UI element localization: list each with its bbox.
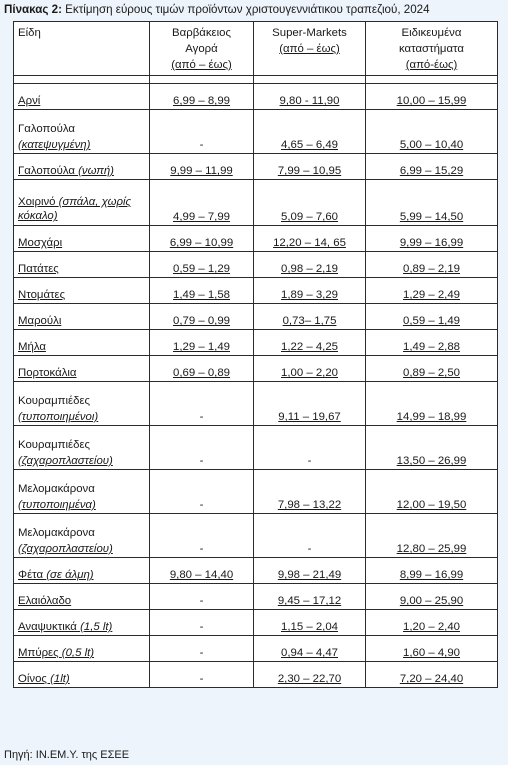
header-supermarkets-line1: Super-Markets xyxy=(272,27,347,39)
row-item-cell xyxy=(14,382,150,426)
price-range: 9,99 – 11,99 xyxy=(170,165,233,177)
row-item-note: (σπάλα, χωρίς κόκαλο) xyxy=(18,196,132,222)
price-cell xyxy=(366,356,498,382)
row-item-cell xyxy=(14,278,150,304)
price-cell xyxy=(150,636,254,662)
row-item-name: Φέτα xyxy=(18,569,47,581)
price-cell xyxy=(366,304,498,330)
price-cell xyxy=(150,662,254,688)
price-range: 9,99 – 16,99 xyxy=(399,237,464,249)
row-item-note: (κατεψυγμένη) xyxy=(18,139,91,151)
price-range: - xyxy=(199,595,204,607)
price-cell xyxy=(254,426,366,470)
price-cell xyxy=(366,426,498,470)
row-item-cell xyxy=(14,154,150,180)
price-cell xyxy=(150,330,254,356)
price-range: 12,00 – 19,50 xyxy=(396,499,467,511)
table-row xyxy=(14,356,498,382)
price-cell xyxy=(366,252,498,278)
price-cell xyxy=(254,110,366,154)
price-cell xyxy=(254,356,366,382)
price-cell xyxy=(254,610,366,636)
price-cell xyxy=(150,584,254,610)
price-range: 7,20 – 24,40 xyxy=(399,673,464,685)
price-range: 4,99 – 7,99 xyxy=(172,211,230,223)
price-range: - xyxy=(199,543,204,555)
price-cell xyxy=(366,514,498,558)
price-range: 1,29 – 2,49 xyxy=(402,289,460,301)
row-item-cell xyxy=(14,110,150,154)
table-row xyxy=(14,514,498,558)
price-range: 0,69 – 0,89 xyxy=(172,367,230,379)
price-range: 7,99 – 10,95 xyxy=(277,165,342,177)
price-range: 1,22 – 4,25 xyxy=(280,341,338,353)
price-range: 1,60 – 4,90 xyxy=(402,647,460,659)
row-item-cell xyxy=(14,426,150,470)
price-range: 9,80 - 11,90 xyxy=(279,95,340,107)
price-cell xyxy=(150,610,254,636)
price-range: - xyxy=(199,139,204,151)
row-item-cell xyxy=(14,330,150,356)
price-range: 9,45 – 17,12 xyxy=(277,595,342,607)
price-cell xyxy=(150,110,254,154)
price-range: 7,98 – 13,22 xyxy=(277,499,342,511)
row-item-cell xyxy=(14,304,150,330)
header-specialized-line3: (από-έως) xyxy=(405,59,458,71)
price-cell xyxy=(150,278,254,304)
row-item-name: Μπύρες xyxy=(18,647,62,659)
header-item: Είδη xyxy=(14,22,150,76)
table-row xyxy=(14,382,498,426)
price-cell xyxy=(254,180,366,226)
price-range: 9,00 – 25,90 xyxy=(399,595,464,607)
price-cell xyxy=(254,558,366,584)
price-cell xyxy=(150,84,254,110)
row-item-cell xyxy=(14,470,150,514)
table-row xyxy=(14,558,498,584)
row-item-note: (σε άλμη) xyxy=(46,569,94,581)
price-cell xyxy=(254,584,366,610)
price-cell xyxy=(254,330,366,356)
table-row xyxy=(14,110,498,154)
price-cell xyxy=(366,636,498,662)
row-item-note: (1lt) xyxy=(50,673,70,685)
price-cell xyxy=(254,514,366,558)
price-cell xyxy=(366,180,498,226)
price-cell xyxy=(366,226,498,252)
row-item-cell xyxy=(14,180,150,226)
price-cell xyxy=(366,382,498,426)
row-item-name: Γαλοπούλα xyxy=(18,165,79,177)
row-item-cell xyxy=(14,584,150,610)
header-row xyxy=(14,22,498,76)
price-cell xyxy=(366,84,498,110)
price-range: 6,99 – 8,99 xyxy=(172,95,230,107)
row-item-name: Μαρούλι xyxy=(18,315,62,327)
price-cell xyxy=(254,84,366,110)
price-cell xyxy=(254,278,366,304)
row-item-note: (ζαχαροπλαστείου) xyxy=(18,455,113,467)
row-item-name: Πατάτες xyxy=(18,263,59,275)
price-range: - xyxy=(307,455,312,467)
price-range: 1,15 – 2,04 xyxy=(280,621,338,633)
price-range: 2,30 – 22,70 xyxy=(277,673,342,685)
price-cell xyxy=(150,426,254,470)
table-row xyxy=(14,304,498,330)
row-item-note: (νωπή) xyxy=(78,165,114,177)
row-item-note: (1,5 lt) xyxy=(80,621,113,633)
price-cell xyxy=(150,304,254,330)
price-range: 1,89 – 3,29 xyxy=(280,289,338,301)
header-varvakeios xyxy=(150,22,254,76)
row-item-note: (0,5 lt) xyxy=(61,647,95,659)
price-range: 0,94 – 4,47 xyxy=(280,647,338,659)
price-cell xyxy=(254,304,366,330)
row-item-cell xyxy=(14,558,150,584)
price-range: 1,20 – 2,40 xyxy=(402,621,460,633)
row-item-cell xyxy=(14,84,150,110)
price-cell xyxy=(366,470,498,514)
price-range: 13,50 – 26,99 xyxy=(396,455,467,467)
header-specialized-line1: Ειδικευμένα xyxy=(401,27,462,39)
price-cell xyxy=(366,278,498,304)
price-cell xyxy=(254,382,366,426)
price-cell xyxy=(150,382,254,426)
caption-label: Πίνακας 2: xyxy=(4,3,62,16)
price-range: 0,89 – 2,19 xyxy=(402,263,460,275)
price-range: 8,99 – 16,99 xyxy=(399,569,464,581)
price-range: 6,99 – 10,99 xyxy=(169,237,234,249)
price-range: 10,00 – 15,99 xyxy=(396,95,467,107)
price-cell xyxy=(150,470,254,514)
price-cell xyxy=(150,180,254,226)
header-supermarkets-line2: (από – έως) xyxy=(279,43,340,55)
price-range: 4,65 – 6,49 xyxy=(280,139,338,151)
price-cell xyxy=(366,110,498,154)
row-item-name: Αρνί xyxy=(18,95,41,107)
table-row xyxy=(14,470,498,514)
row-item-name: Γαλοπούλα xyxy=(18,123,75,135)
header-specialized xyxy=(366,22,498,76)
header-varvakeios-line1: Βαρβάκειος xyxy=(172,27,231,39)
row-item-name: Μελομακάρονα xyxy=(18,483,95,495)
price-cell xyxy=(254,252,366,278)
row-item-cell xyxy=(14,252,150,278)
row-item-cell xyxy=(14,514,150,558)
table-row xyxy=(14,278,498,304)
table-row xyxy=(14,636,498,662)
price-cell xyxy=(254,226,366,252)
price-range: 1,00 – 2,20 xyxy=(280,367,338,379)
table-row xyxy=(14,226,498,252)
price-cell xyxy=(150,226,254,252)
price-range: 12,20 – 14, 65 xyxy=(273,237,346,249)
table-row xyxy=(14,84,498,110)
price-cell xyxy=(254,470,366,514)
table-caption xyxy=(4,2,508,18)
price-cell xyxy=(366,662,498,688)
price-range: - xyxy=(199,621,204,633)
price-range: 0,98 – 2,19 xyxy=(280,263,338,275)
row-item-name: Μελομακάρονα xyxy=(18,527,95,539)
price-range: 5,00 – 10,40 xyxy=(399,139,464,151)
price-cell xyxy=(254,662,366,688)
price-range: 5,99 – 14,50 xyxy=(399,211,464,223)
price-cell xyxy=(366,610,498,636)
table-row xyxy=(14,584,498,610)
price-cell xyxy=(366,154,498,180)
price-range: 9,11 – 19,67 xyxy=(278,411,341,423)
row-item-cell xyxy=(14,662,150,688)
row-item-note: (ζαχαροπλαστείου) xyxy=(18,543,113,555)
row-item-note: (τυποποιημένα) xyxy=(18,499,96,511)
row-item-name: Ντομάτες xyxy=(18,289,66,301)
row-item-cell xyxy=(14,356,150,382)
price-range: 0,79 – 0,99 xyxy=(172,315,230,327)
row-item-name: Κουραμπιέδες xyxy=(18,439,91,451)
header-varvakeios-line3: (από – έως) xyxy=(171,59,232,71)
row-item-cell xyxy=(14,636,150,662)
row-item-name: Χοιρινό xyxy=(18,196,59,208)
row-item-name: Κουραμπιέδες xyxy=(18,395,91,407)
price-range: 12,80 – 25,99 xyxy=(396,543,467,555)
row-item-cell xyxy=(14,226,150,252)
price-range: - xyxy=(199,647,204,659)
caption-text: Εκτίμηση εύρους τιμών προϊόντων χριστουγεννιάτικου τραπεζιού, 2024 xyxy=(61,3,430,16)
price-cell xyxy=(150,558,254,584)
price-range: 9,98 – 21,49 xyxy=(277,569,342,581)
price-range: - xyxy=(199,455,204,467)
table-row xyxy=(14,154,498,180)
price-cell xyxy=(254,636,366,662)
table-row xyxy=(14,252,498,278)
header-specialized-line2: καταστήματα xyxy=(398,43,464,55)
row-item-name: Μοσχάρι xyxy=(18,237,63,249)
price-range: 0,59 – 1,49 xyxy=(402,315,460,327)
source-note: Πηγή: ΙΝ.ΕΜ.Υ. της ΕΣΕΕ xyxy=(4,749,130,761)
price-cell xyxy=(150,154,254,180)
table-row xyxy=(14,610,498,636)
table-row xyxy=(14,662,498,688)
table-row xyxy=(14,180,498,226)
price-cell xyxy=(366,330,498,356)
price-range: 1,29 – 1,49 xyxy=(172,341,230,353)
price-range: 5,09 – 7,60 xyxy=(280,211,338,223)
price-range: 0,59 – 1,29 xyxy=(172,263,230,275)
price-range: 0,89 – 2,50 xyxy=(402,367,460,379)
row-item-name: Πορτοκάλια xyxy=(18,367,77,379)
price-range: 6,99 – 15,29 xyxy=(399,165,464,177)
price-range: 14,99 – 18,99 xyxy=(396,411,467,423)
row-item-cell xyxy=(14,610,150,636)
table-body xyxy=(14,84,498,688)
price-range: - xyxy=(199,499,204,511)
price-range: 1,49 – 1,58 xyxy=(172,289,230,301)
row-item-name: Οίνος xyxy=(18,673,51,685)
price-cell xyxy=(150,514,254,558)
price-range: 1,49 – 2,88 xyxy=(402,341,460,353)
row-item-name: Μήλα xyxy=(18,341,46,353)
price-range: 9,80 – 14,40 xyxy=(169,569,234,581)
price-range: - xyxy=(199,411,204,423)
price-cell xyxy=(150,252,254,278)
row-item-name: Αναψυκτικά xyxy=(18,621,81,633)
price-range: 0,73– 1,75 xyxy=(282,315,337,327)
row-item-name: Ελαιόλαδο xyxy=(18,595,72,607)
table-row xyxy=(14,330,498,356)
row-item-note: (τυποποιημένοι) xyxy=(18,411,99,423)
header-supermarkets xyxy=(254,22,366,76)
price-range: - xyxy=(307,543,312,555)
price-cell xyxy=(254,154,366,180)
price-cell xyxy=(366,558,498,584)
header-gap xyxy=(14,76,498,84)
price-table xyxy=(13,21,498,688)
table-row xyxy=(14,426,498,470)
price-range: - xyxy=(199,673,204,685)
header-varvakeios-line2: Αγορά xyxy=(185,43,218,55)
price-cell xyxy=(150,356,254,382)
price-cell xyxy=(366,584,498,610)
